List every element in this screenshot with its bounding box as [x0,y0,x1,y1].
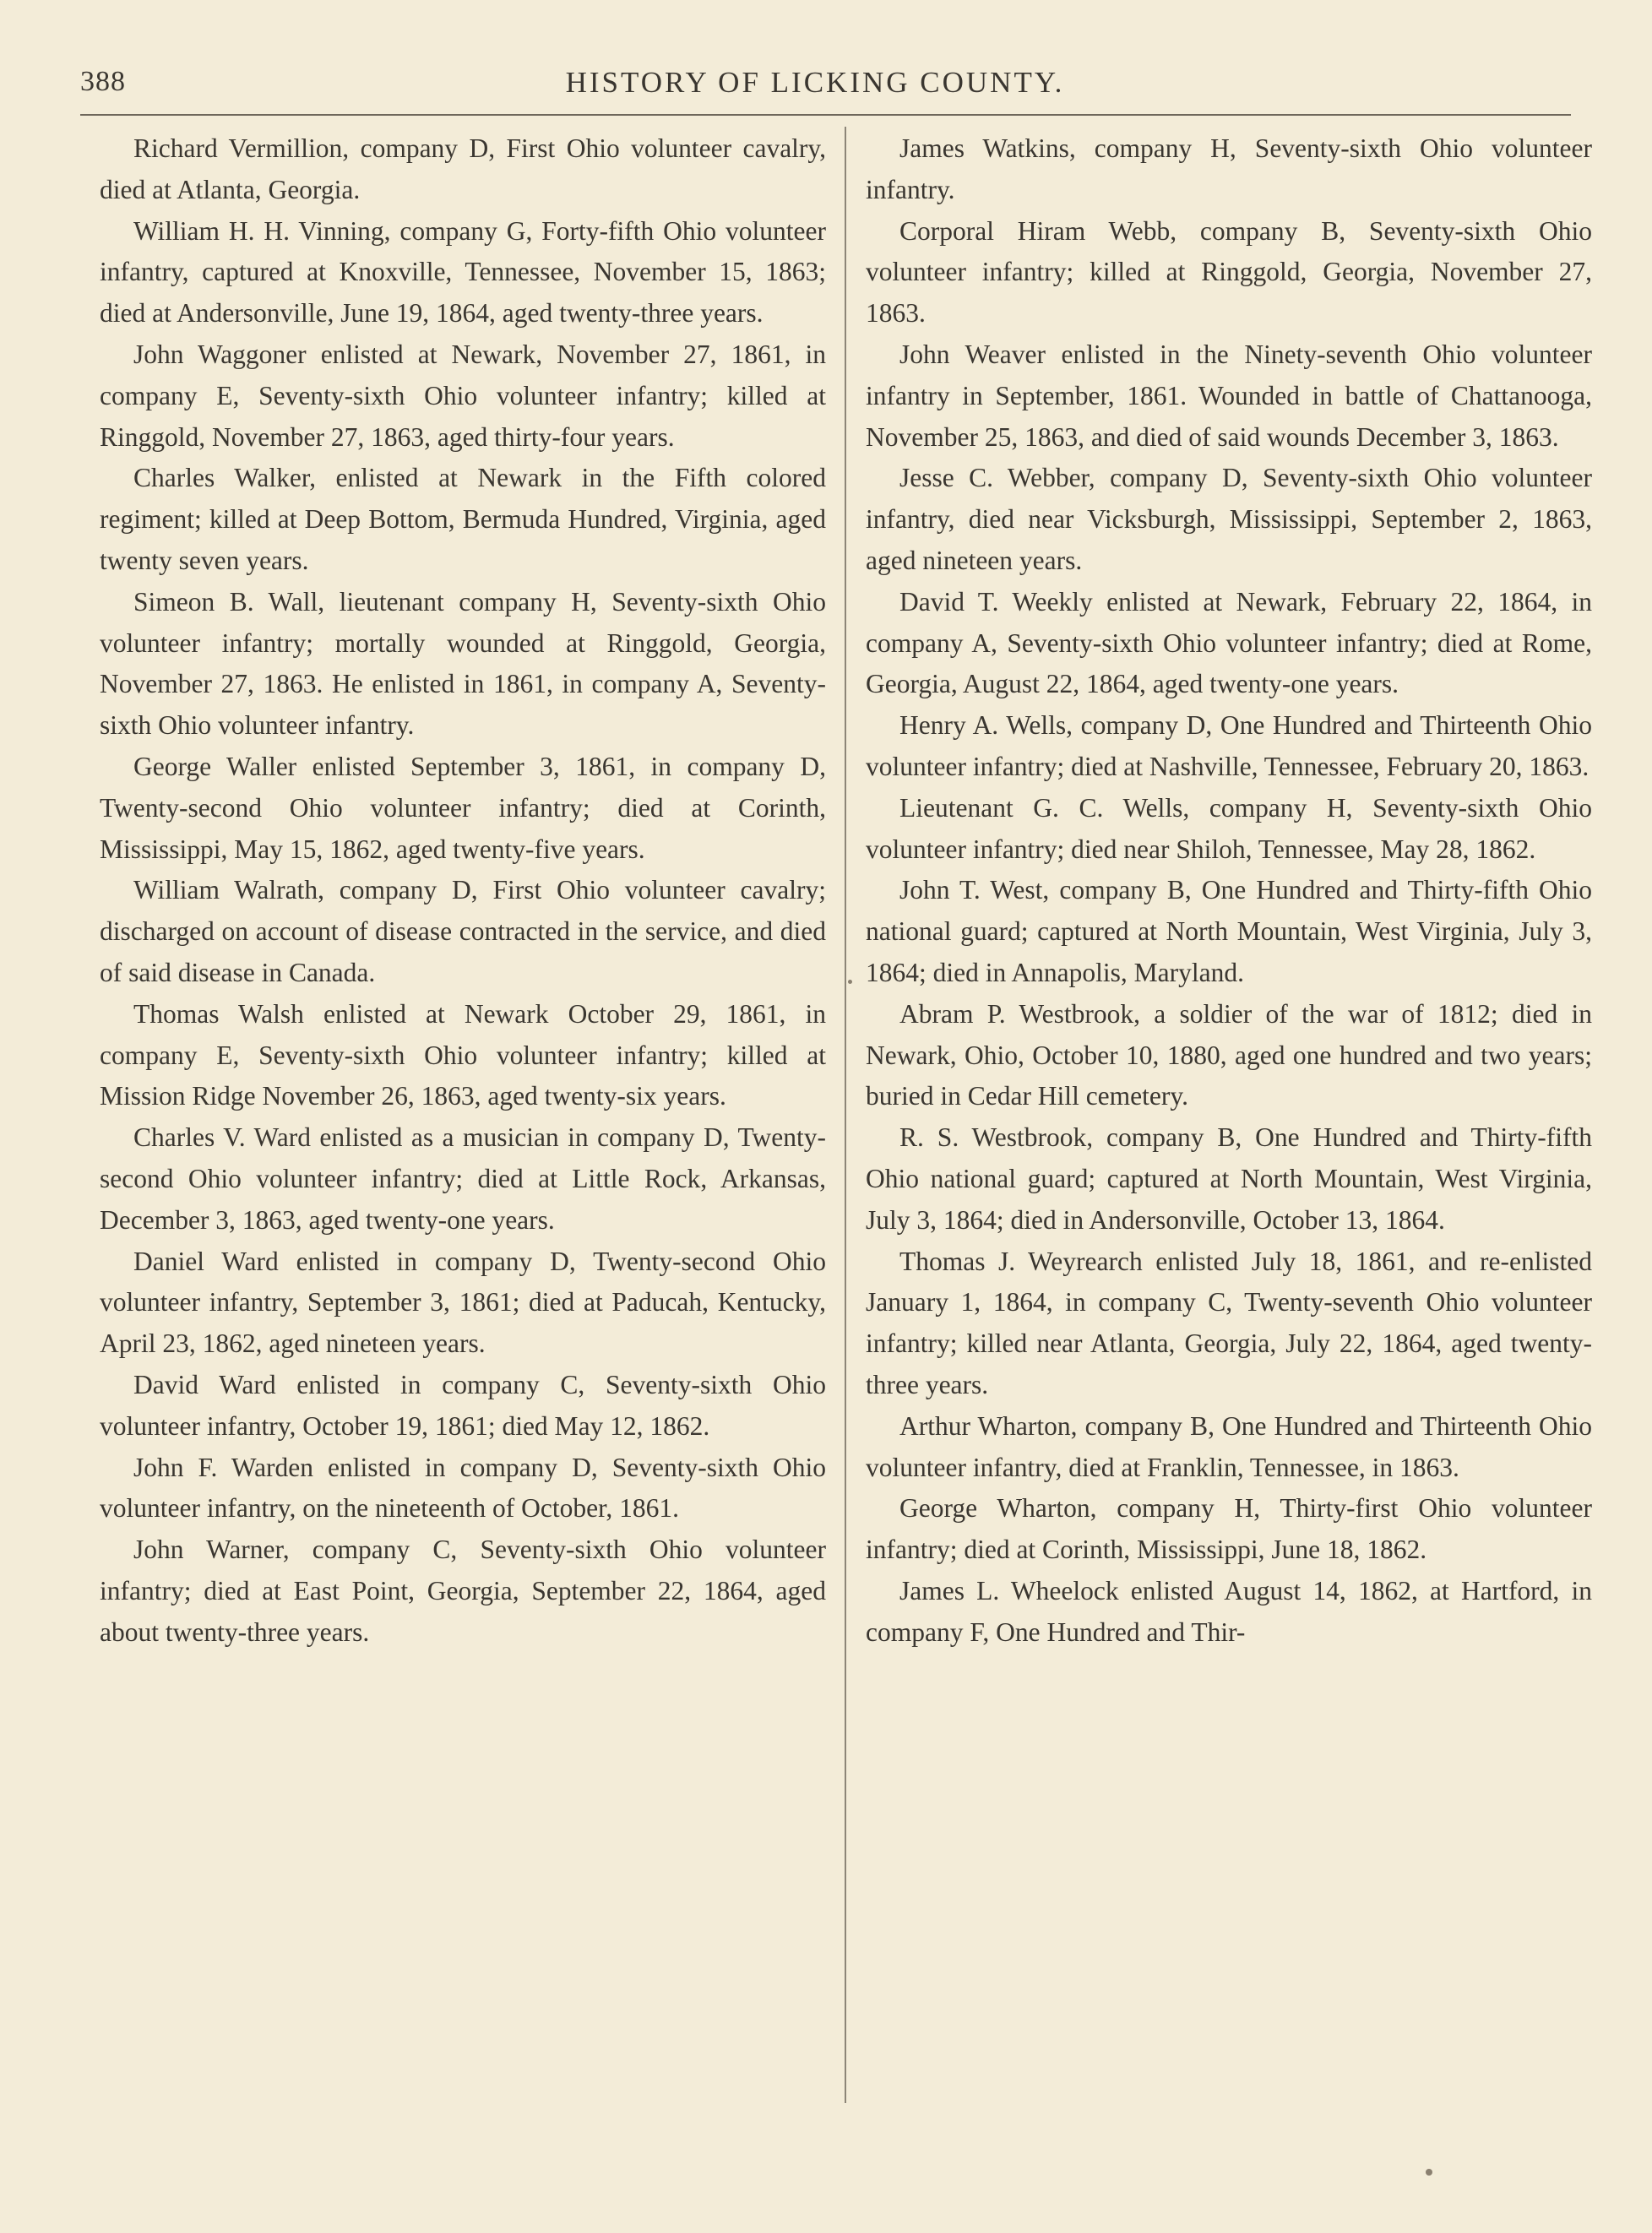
entry: James L. Wheelock enlisted August 14, 1862, at Hartford, in company F, One Hundred and Thir- [866,1575,1592,1647]
entry: George Wharton, company H, Thirty-first Ohio volunteer infantry; died at Corinth, Mississippi, June 18, 1862. [866,1493,1592,1565]
entry: James Watkins, company H, Seventy-sixth Ohio volunteer infantry. [866,133,1592,204]
entry: Lieutenant G. C. Wells, company H, Seventy-sixth Ohio volunteer infantry; died near Shiloh, Tennessee, May 28, 1862. [866,792,1592,864]
entry: Corporal Hiram Webb, company B, Seventy-sixth Ohio volunteer infantry; killed at Ringgold, Georgia, November 27, 1863. [866,215,1592,329]
entry: John T. West, company B, One Hundred and Thirty-fifth Ohio national guard; captured at North Mountain, West Virginia, July 3, 1864; died in Annapolis, Maryland. [866,875,1592,987]
entry: John Warner, company C, Seventy-sixth Ohio volunteer infantry; died at East Point, Georgia, September 22, 1864, aged about twenty-three years. [100,1535,826,1647]
entry: David Ward enlisted in company C, Seventy-sixth Ohio volunteer infantry, October 19, 1861; died May 12, 1862. [100,1369,826,1441]
running-head-title: HISTORY OF LICKING COUNTY. [565,66,1065,99]
entry: David T. Weekly enlisted at Newark, February 22, 1864, in company A, Seventy-sixth Ohio volunteer infantry; died at Rome, Georgia, August 22, 1864, aged twenty-one years. [866,586,1592,699]
entry: William H. H. Vinning, company G, Forty-fifth Ohio volunteer infantry, captured at Knoxville, Tennessee, November 15, 1863; died at Andersonville, June 19, 1864, aged twenty-three years. [100,215,826,329]
entry: John Waggoner enlisted at Newark, November 27, 1861, in company E, Seventy-sixth Ohio volunteer infantry; killed at Ringgold, November 27, 1863, aged thirty-four years. [100,339,826,452]
page-number: 388 [80,66,126,97]
entry: John F. Warden enlisted in company D, Seventy-sixth Ohio volunteer infantry, on the nineteenth of October, 1861. [100,1452,826,1524]
ink-speck [1426,2169,1432,2176]
entry: R. S. Westbrook, company B, One Hundred and Thirty-fifth Ohio national guard; captured at North Mountain, West Virginia, July 3, 1864; died in Andersonville, October 13, 1864. [866,1122,1592,1235]
header-rule [80,114,1571,116]
entry: Simeon B. Wall, lieutenant company H, Seventy-sixth Ohio volunteer infantry; mortally wounded at Ringgold, Georgia, November 27, 1863. He enlisted in 1861, in company A, Seventy-sixth Ohio volunteer infantry. [100,586,826,741]
entry: Abram P. Westbrook, a soldier of the war of 1812; died in Newark, Ohio, October 10, 1880, aged one hundred and two years; buried in Cedar Hill cemetery. [866,998,1592,1111]
ink-speck [848,980,852,984]
entry: Arthur Wharton, company B, One Hundred and Thirteenth Ohio volunteer infantry, died at Franklin, Tennessee, in 1863. [866,1410,1592,1482]
entry: Thomas J. Weyrearch enlisted July 18, 1861, and re-enlisted January 1, 1864, in company C, Twenty-seventh Ohio volunteer infantry; killed near Atlanta, Georgia, July 22, 1864, aged twenty-three years. [866,1246,1592,1399]
entry: Daniel Ward enlisted in company D, Twenty-second Ohio volunteer infantry, September 3, 1861; died at Paducah, Kentucky, April 23, 1862, aged nineteen years. [100,1246,826,1359]
entry: Charles V. Ward enlisted as a musician in company D, Twenty-second Ohio volunteer infantry; died at Little Rock, Arkansas, December 3, 1863, aged twenty-one years. [100,1122,826,1235]
entry: Jesse C. Webber, company D, Seventy-sixth Ohio volunteer infantry, died near Vicksburgh, Mississippi, September 2, 1863, aged nineteen years. [866,463,1592,575]
entry: John Weaver enlisted in the Ninety-seventh Ohio volunteer infantry in September, 1861. Wounded in battle of Chattanooga, November 25, 1863, and died of said wounds December 3, 1863. [866,339,1592,452]
entry: George Waller enlisted September 3, 1861, in company D, Twenty-second Ohio volunteer infantry; died at Corinth, Mississippi, May 15, 1862, aged twenty-five years. [100,751,826,864]
entry: Richard Vermillion, company D, First Ohio volunteer cavalry, died at Atlanta, Georgia. [100,133,826,204]
column-divider [845,127,846,2103]
left-column [100,128,826,1653]
page-header [80,59,1550,110]
entry: Thomas Walsh enlisted at Newark October 29, 1861, in company E, Seventy-sixth Ohio volunteer infantry; killed at Mission Ridge November 26, 1863, aged twenty-six years. [100,998,826,1111]
right-column [866,128,1592,1653]
entry: Henry A. Wells, company D, One Hundred and Thirteenth Ohio volunteer infantry; died at Nashville, Tennessee, February 20, 1863. [866,710,1592,781]
entry: William Walrath, company D, First Ohio volunteer cavalry; discharged on account of disease contracted in the service, and died of said disease in Canada. [100,875,826,987]
entry: Charles Walker, enlisted at Newark in the Fifth colored regiment; killed at Deep Bottom, Bermuda Hundred, Virginia, aged twenty seven years. [100,463,826,575]
